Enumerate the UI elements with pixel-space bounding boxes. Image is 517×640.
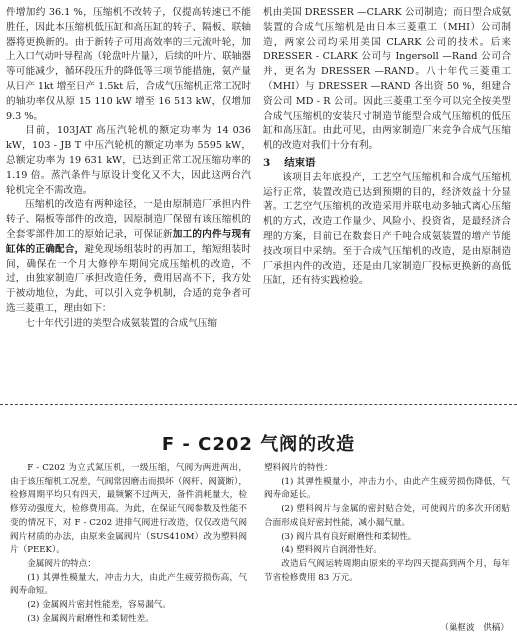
paragraph: 目前，103JAT 高压汽轮机的额定功率为 14 036 kW，103 - JB T 中压汽轮机的额定功率为 5595 kW，总额定功率为 19 631 kW，已达到正常工况压缩功率的 1.19 倍。蒸汽条件与原设计变化又不大，因此这两台汽轮机完全不需改造。 [6, 125, 251, 196]
list-item: (2) 塑料阀片与金属的密封贴合处，可使阀片的多次开闭贴合面形成良好密封性能，减小漏气量。 [264, 504, 510, 528]
section-title: 结束语 [284, 156, 316, 169]
bold-phrase: 加工的内件与现有缸体的正确配合， [6, 228, 252, 255]
upper-left-column [6, 6, 251, 332]
paragraph: 金属阀片的特点： [27, 558, 96, 569]
article-right-column [264, 462, 510, 585]
paragraph: 件增加约 36.1 %，压缩机不改转子，仅提高转速已不能胜任，因此本压缩机低压缸和高压缸的转子、隔板、联轴器将更换新的。由于新转子可用高效率的三元流叶轮，加上入口气动叶导程高（轮盘叶片量），后续的叶片、联轴器等可能减少，循环段压升的降低等三项节能措施，氨产量从日产 1kt 增至日产 1.5kt 后，合成气压缩机正常工况时的轴功率仅从原 15 110 kW 增至 16 513 kW，仅增加 9.3 %。 [6, 7, 251, 122]
author-credit: （巢框波 供稿） [440, 623, 509, 633]
list-item: (4) 塑料阀片自润滑性好。 [281, 545, 383, 556]
list-item: (1) 其弹性模量小，冲击力小，由此产生疲劳损伤降低，气阀寿命延长。 [264, 476, 510, 501]
list-item: (3) 阀片具有良好耐磨性和柔韧性。 [281, 531, 417, 542]
list-item: (1) 其弹性模量大，冲击力大，由此产生疲劳损伤高，气阀寿命短。 [10, 572, 247, 597]
article-left-column [10, 462, 247, 626]
article-title: F - C202 气阀的改造 [161, 434, 356, 455]
paragraph-text: 避免现场组装时的再加工，缩短组装时间，确保在一个月大修停车期间完成压缩机的改造，不过，由独家制造厂承担改造任务，费用居高不下，我方处于被动地位，为此，可以引入竞争机制，合适的竞争者可选三菱重工，理由如下： [6, 243, 251, 314]
paragraph: 机由美国 DRESSER —CLARK 公司制造；而日型合成氨装置的合成气压缩机是由日本三菱重工（MHI）公司制造，两家公司均采用美国 CLARK 公司的技术。后来 DRESSER - CLARK 公司与 Ingersoll —Rand 公司合并，更名为 DRESSER —RAND。八十年代三菱重工（MHI）与 DRESSER —RAND 各出资 50 %，组建合资公司 MD - R 公司。因此三菱重工至今可以完全按美型合成气压缩机的安装尺寸制造节能型合成气压缩机的低压缸和高压缸。由此可见，由两家制造厂来竞争合成气压缩机的改造对我们十分有利。 [263, 7, 511, 152]
paragraph: 改造后气阀运转周期由原来的平均四天提高到两个月，每年节省检修费用 83 万元。 [264, 558, 510, 583]
paragraph [6, 198, 251, 316]
upper-right-column [263, 6, 511, 289]
paragraph-text: 压缩机的改造有两种途径，一是由原制造厂承担内件转子、隔板等部件的改造，因原制造厂保留有该压缩机的全套零部件加工的原始记录，可保证新 [6, 199, 251, 240]
paragraph: 塑料阀片的特性： [264, 463, 333, 473]
section-number: 3 [263, 156, 271, 169]
paragraph: F - C202 为立式氮压机，一级压缩，气阀为两进两出，由于该压缩机工况差，气阀常因磨击而损坏（阀杆、阀簧断），检修周期平均只有四天，最频繁不过两天，备件消耗量大，检修劳动强度大，检修费用高。为此，在保证气阀参数及性能不变的情况下，对 F - C202 进排气阀进行改造，仅仅改造气阀阀片材质的办法，由原来金属阀片（SUS410M）改为塑料阀片（PEEK）。 [10, 463, 247, 556]
paragraph: 七十年代引进的美型合成氨装置的合成气压缩 [25, 317, 218, 329]
list-item: (3) 金属阀片耐磨性和柔韧性差。 [27, 613, 154, 624]
section-heading [263, 156, 511, 171]
paragraph: 该项目去年底投产，工艺空气压缩机和合成气压缩机运行正常，装置改造已达到预期的目的，经济效益十分显著。工艺空气压缩机的改造采用并联电动多轴式离心压缩机的方式，改造工作量少、风险小、投资省，是最经济合理的方案，目前已在数套日产千吨合成氨装置的增产节能技改项目中采纳。至于合成气压缩机的改造，是由原制造厂承担内件的改造，还是由几家制造厂投标更换新的高低压缸，还有待实践检验。 [263, 171, 511, 287]
list-item: (2) 金属阀片密封性能差，容易漏气。 [27, 600, 171, 611]
dashed-divider [0, 404, 517, 405]
